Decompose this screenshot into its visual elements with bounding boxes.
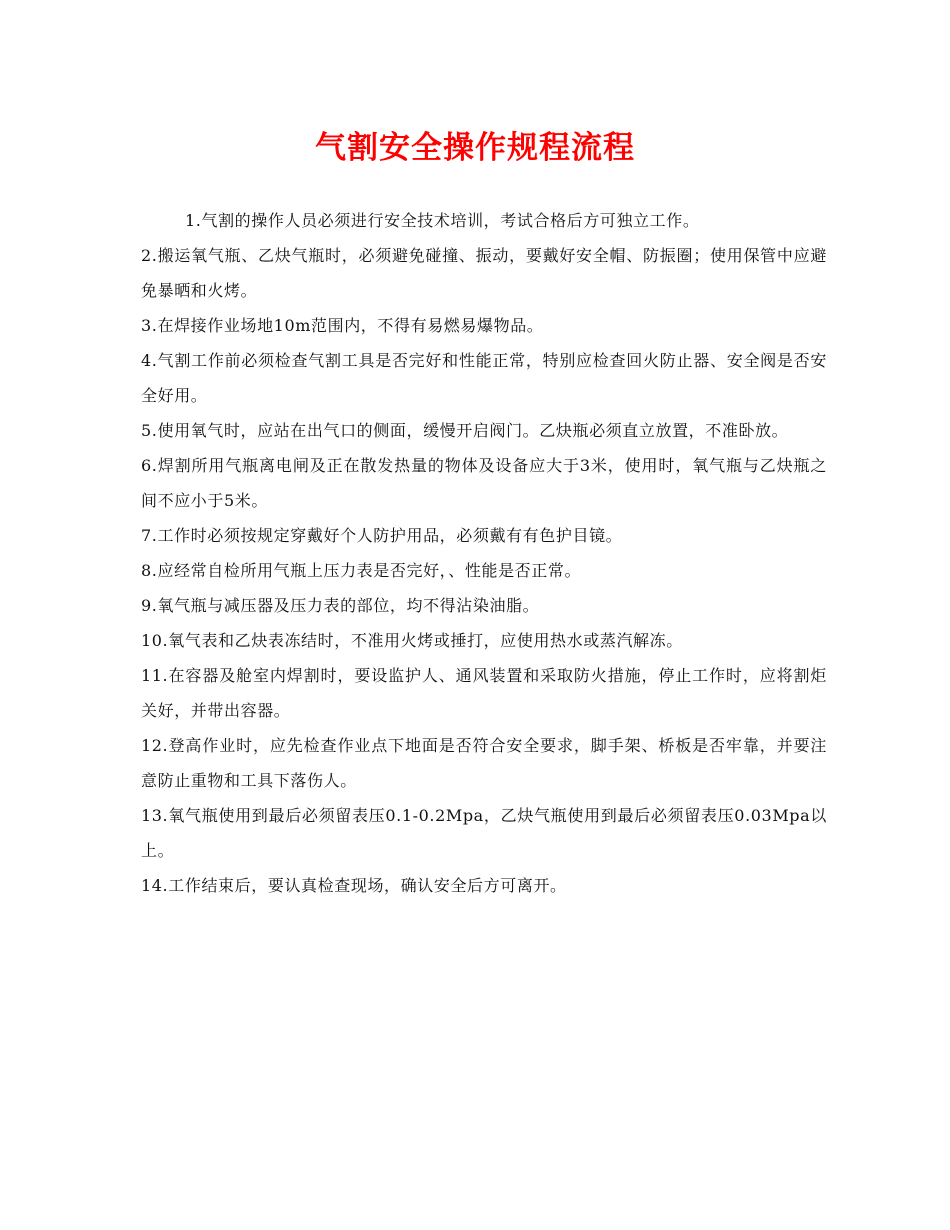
list-item-9: 9.氧气瓶与减压器及压力表的部位，均不得沾染油脂。 — [141, 596, 540, 615]
list-item-4: 4.气割工作前必须检查气割工具是否完好和性能正常，特别应检查回火防止器、安全阀是否安全好用。 — [141, 351, 827, 405]
list-item-14: 14.工作结束后，要认真检查现场，确认安全后方可离开。 — [141, 876, 567, 895]
document-title: 气割安全操作规程流程 — [315, 130, 635, 166]
list-item-1: 1.气割的操作人员必须进行安全技术培训，考试合格后方可独立工作。 — [185, 211, 700, 230]
list-item-12: 12.登高作业时，应先检查作业点下地面是否符合安全要求，脚手架、桥板是否牢靠，并要注意防止重物和工具下落伤人。 — [141, 736, 827, 790]
list-item-5: 5.使用氧气时，应站在出气口的侧面，缓慢开启阀门。乙炔瓶必须直立放置，不准卧放。 — [141, 421, 789, 440]
document-body — [141, 203, 827, 903]
list-item-10: 10.氧气表和乙炔表冻结时，不准用火烤或捶打，应使用热水或蒸汽解冻。 — [141, 631, 683, 650]
list-item-6: 6.焊割所用气瓶离电闸及正在散发热量的物体及设备应大于3米，使用时，氧气瓶与乙炔瓶之间不应小于5米。 — [141, 456, 827, 510]
list-item-2: 2.搬运氧气瓶、乙炔气瓶时，必须避免碰撞、振动，要戴好安全帽、防振圈；使用保管中应避免暴晒和火烤。 — [141, 246, 827, 300]
list-item-3: 3.在焊接作业场地10m范围内，不得有易燃易爆物品。 — [141, 316, 544, 335]
list-item-13: 13.氧气瓶使用到最后必须留表压0.1-0.2Mpa，乙炔气瓶使用到最后必须留表压0.03Mpa以上。 — [141, 806, 827, 860]
list-item-7: 7.工作时必须按规定穿戴好个人防护用品，必须戴有有色护目镜。 — [141, 526, 623, 545]
list-item-11: 11.在容器及舱室内焊割时，要设监护人、通风装置和采取防火措施，停止工作时，应将割炬关好，并带出容器。 — [141, 666, 827, 720]
list-item-8: 8.应经常自检所用气瓶上压力表是否完好，、性能是否正常。 — [141, 561, 582, 580]
